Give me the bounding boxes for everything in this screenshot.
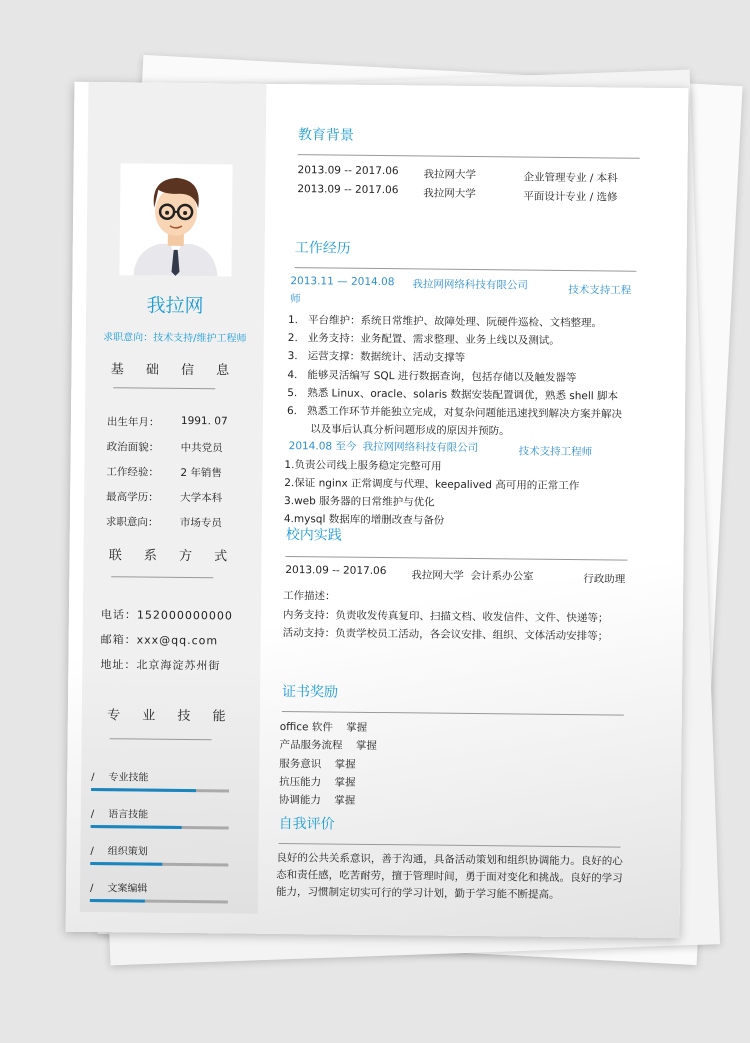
divider	[113, 387, 215, 389]
skill-name: 文案编辑	[107, 883, 148, 895]
edu-major: 平面设计专业 / 选修	[523, 190, 618, 204]
self-heading: 自我评价	[278, 815, 335, 833]
job1-company: 我拉网网络科技有限公司	[412, 278, 528, 292]
campus-org: 我拉网大学 会计系办公室	[411, 569, 534, 583]
skill-item: / 语言技能	[90, 809, 149, 821]
skill-bar	[91, 788, 229, 792]
skill-item: / 文案编辑	[89, 883, 148, 895]
info-value: 1991. 07	[180, 414, 228, 428]
contact-heading: 联 系 方 式	[108, 548, 237, 565]
job1-role-wrap: 师	[290, 293, 301, 306]
contact-item: 邮箱：xxx@qq.com	[100, 633, 219, 648]
job2-duty: 3.web 服务器的日常维护与优化	[284, 495, 435, 509]
main-content	[276, 84, 685, 938]
info-value: 中共党员	[180, 441, 223, 455]
campus-line: 工作描述：	[283, 590, 336, 603]
job1-duty: 5. 熟悉 Linux、oracle、solaris 数据安装配置调优，熟悉 shell 脚本	[287, 386, 619, 403]
self-evaluation: 良好的公共关系意识，善于沟通，具备活动策划和组织协调能力。良好的心态和责任感，吃苦耐劳，擅于管理时间，勇于面对变化和挑战。良好的学习能力，习惯制定切实可行的学习计划，勤于学习能不断提高。	[275, 851, 623, 901]
info-label: 求职意向：	[105, 516, 159, 529]
info-value: 2 年销售	[180, 466, 222, 480]
avatar	[119, 163, 232, 276]
basic-info-row	[105, 514, 222, 530]
job2-duty: 4.mysql 数据库的增删改查与备份	[283, 513, 445, 527]
job2-role: 技术支持工程师	[518, 445, 593, 459]
job1-duty: 3. 运营支撑：数据统计、活动支撑等	[287, 350, 466, 365]
edu-date: 2013.09 -- 2017.06	[297, 164, 399, 178]
info-label: 工作经验：	[106, 466, 159, 479]
job1-role: 技术支持工程	[568, 283, 632, 297]
cert-item: 产品服务流程 掌握	[279, 739, 377, 753]
campus-date: 2013.09 -- 2017.06	[285, 564, 387, 578]
basic-info-row	[106, 439, 223, 455]
candidate-name: 我拉网	[146, 294, 204, 318]
job2-duty: 1.负责公司线上服务稳定完整可用	[284, 459, 442, 473]
job1-duty: 以及事后认真分析问题形成的原因并预防。	[286, 423, 510, 438]
job2-duty: 2.保证 nginx 正常调度与代理、keepalived 高可用的正常工作	[284, 477, 580, 493]
skill-bar	[91, 825, 229, 829]
divider	[295, 267, 637, 272]
edu-major: 企业管理专业 / 本科	[523, 171, 618, 185]
resume-page	[66, 82, 689, 938]
info-value: 大学本科	[180, 491, 223, 505]
cert-item: 抗压能力 掌握	[279, 775, 356, 789]
edu-date: 2013.09 -- 2017.06	[297, 183, 399, 197]
info-value: 市场专员	[179, 516, 222, 530]
divider	[282, 711, 624, 716]
campus-heading: 校内实践	[285, 527, 342, 544]
skill-item: / 组织策划	[90, 846, 148, 858]
info-label: 最高学历：	[106, 491, 159, 504]
edu-school: 我拉网大学	[423, 168, 477, 182]
basic-info-heading: 基 础 信 息	[110, 362, 239, 379]
campus-line: 活动支持：负责学校员工活动，各会议安排、组织、文体活动安排等；	[282, 627, 609, 643]
skill-bar	[90, 862, 228, 866]
job1-duty: 2. 业务支持：业务配置、需求整理、业务上线以及测试。	[287, 332, 560, 348]
basic-info-row	[106, 464, 222, 480]
campus-line: 内务支持：负责收发传真复印、扫描文档、收发信件、文件、快递等；	[282, 608, 609, 624]
skill-bar-fill	[91, 788, 196, 792]
skill-name: 语言技能	[108, 809, 149, 821]
campus-role: 行政助理	[583, 573, 626, 586]
info-label: 政治面貌：	[106, 441, 160, 454]
job1-duty: 4. 能够灵活编写 SQL 进行数据查询，包括存储以及触发器等	[287, 368, 577, 384]
job1-date: 2013.11 — 2014.08	[290, 275, 395, 289]
cert-item: 服务意识 掌握	[279, 757, 356, 771]
edu-school: 我拉网大学	[423, 187, 476, 201]
skill-name: 组织策划	[107, 846, 148, 858]
work-heading: 工作经历	[294, 240, 351, 257]
sidebar	[80, 82, 267, 914]
divider	[110, 738, 212, 740]
divider	[298, 154, 640, 159]
certs-heading: 证书奖励	[282, 684, 339, 701]
skill-name: 专业技能	[108, 772, 149, 784]
education-heading: 教育背景	[297, 127, 355, 144]
skill-bar-fill	[90, 862, 162, 866]
skills-heading: 专 业 技 能	[107, 708, 235, 725]
avatar-icon	[119, 163, 232, 276]
divider	[286, 556, 628, 561]
contact-item: 地址：北京海淀苏州街	[100, 658, 221, 673]
skill-item: / 专业技能	[91, 772, 149, 784]
cert-item: 协调能力 掌握	[278, 794, 356, 807]
contact-item: 电话：152000000000	[100, 608, 233, 623]
job1-duty: 1. 平台维护：系统日常维护、故障处理、阮硬件巡检、文档整理。	[287, 314, 603, 330]
skill-bar-fill	[90, 899, 145, 903]
cert-item: office 软件 掌握	[279, 720, 368, 734]
divider	[278, 843, 620, 848]
job1-duty: 6. 熟悉工作环节并能独立完成，对复杂问题能迅速找到解决方案并解决	[286, 405, 623, 421]
job2-company: 我拉网网络科技有限公司	[362, 440, 479, 455]
basic-info-row	[106, 489, 223, 505]
basic-info-row	[106, 414, 228, 430]
info-label: 出生年月：	[106, 416, 160, 429]
job-intent: 求职意向：技术支持/维护工程师	[103, 332, 247, 345]
skill-bar	[90, 899, 228, 903]
skill-bar-fill	[91, 825, 182, 829]
divider	[111, 576, 213, 578]
job2-date: 2014.08 至今	[288, 440, 357, 453]
